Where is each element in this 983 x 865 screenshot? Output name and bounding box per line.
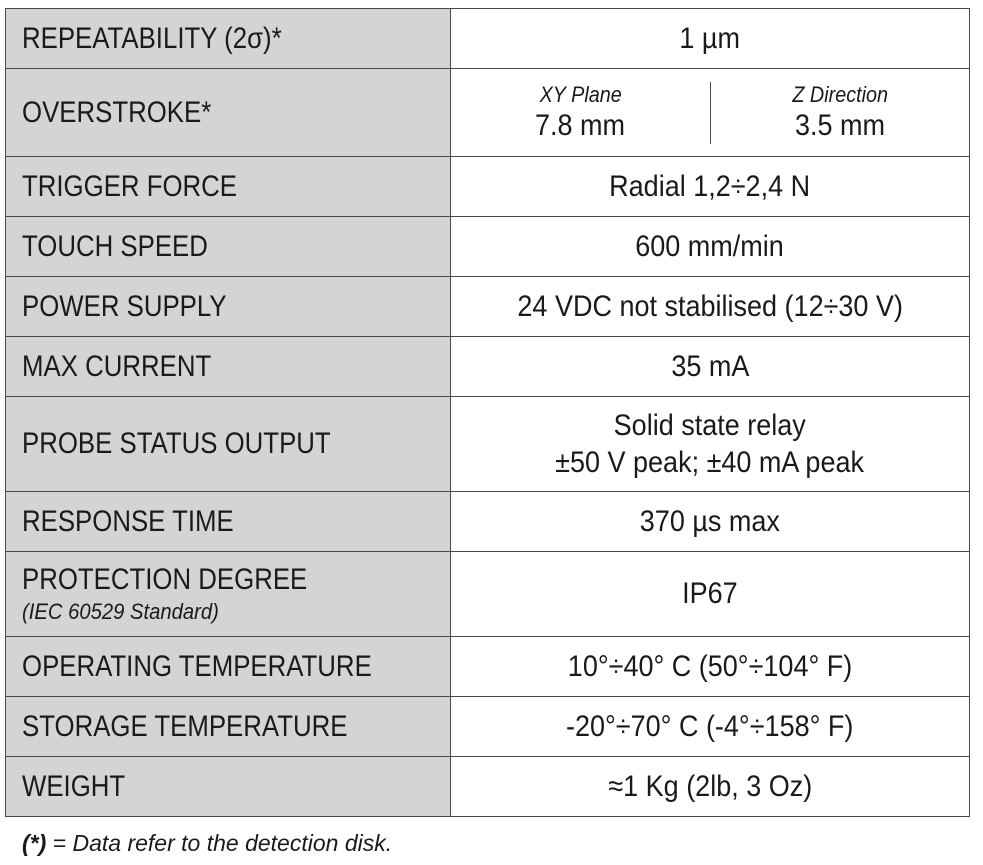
split-value: 7.8 mm [535,108,626,142]
table-row [6,697,970,757]
footnote-mark: (*) [22,830,47,856]
value-text: 24 VDC not stabilised (12÷30 V) [517,289,903,323]
row-label [6,9,451,69]
specifications-table [5,8,970,817]
split-value: 3.5 mm [794,108,885,142]
label-text: OPERATING TEMPERATURE [22,649,372,683]
row-value [451,552,970,637]
row-value-split [451,69,970,157]
value-text: Radial 1,2÷2,4 N [609,169,811,203]
row-label [6,337,451,397]
table-row [6,757,970,817]
table-row [6,69,970,157]
table-row [6,337,970,397]
row-value [451,217,970,277]
label-text: WEIGHT [22,769,126,803]
footnote [22,830,392,857]
label-text: STORAGE TEMPERATURE [22,709,348,743]
value-text: IP67 [682,577,738,610]
table-row [6,637,970,697]
row-label [6,697,451,757]
table-row [6,397,970,492]
row-value [451,697,970,757]
row-value [451,492,970,552]
value-text: 370 µs max [639,504,781,538]
row-label [6,552,451,637]
label-text: TRIGGER FORCE [22,169,238,203]
row-value [451,757,970,817]
label-text: TOUCH SPEED [22,229,208,263]
row-label [6,157,451,217]
table-row [6,492,970,552]
row-label [6,217,451,277]
table-row [6,217,970,277]
label-subnote: (IEC 60529 Standard) [22,599,219,624]
value-text: ≈1 Kg (2lb, 3 Oz) [608,769,812,803]
footnote-text: = Data refer to the detection disk. [46,830,393,856]
row-value [451,637,970,697]
value-text: -20°÷70° C (-4°÷158° F) [566,709,854,743]
row-label [6,277,451,337]
value-text: 10°÷40° C (50°÷104° F) [567,649,853,683]
row-label [6,757,451,817]
row-value [451,157,970,217]
row-value [451,337,970,397]
label-text: PROBE STATUS OUTPUT [22,427,331,460]
value-line: Solid state relay [613,409,807,442]
split-heading: Z Direction [791,81,888,107]
label-text: POWER SUPPLY [22,289,227,323]
row-value [451,9,970,69]
row-value [451,397,970,492]
table-row [6,157,970,217]
value-text: 1 µm [679,21,741,55]
row-label [6,397,451,492]
table-row [6,277,970,337]
split-heading: XY Plane [539,81,622,107]
value-line: ±50 V peak; ±40 mA peak [555,446,865,479]
split-z [710,82,969,144]
row-label [6,69,451,157]
row-value [451,277,970,337]
label-text: PROTECTION DEGREE [22,563,308,596]
label-text: RESPONSE TIME [22,504,234,538]
label-text: REPEATABILITY (2σ)* [22,21,282,55]
split-xy [451,82,710,144]
overstroke-split [451,82,969,144]
table-row [6,9,970,69]
row-label [6,637,451,697]
label-text: MAX CURRENT [22,349,212,383]
value-text: 35 mA [670,349,750,383]
row-label [6,492,451,552]
value-text: 600 mm/min [635,229,785,263]
label-text: OVERSTROKE* [22,95,212,129]
table-row [6,552,970,637]
